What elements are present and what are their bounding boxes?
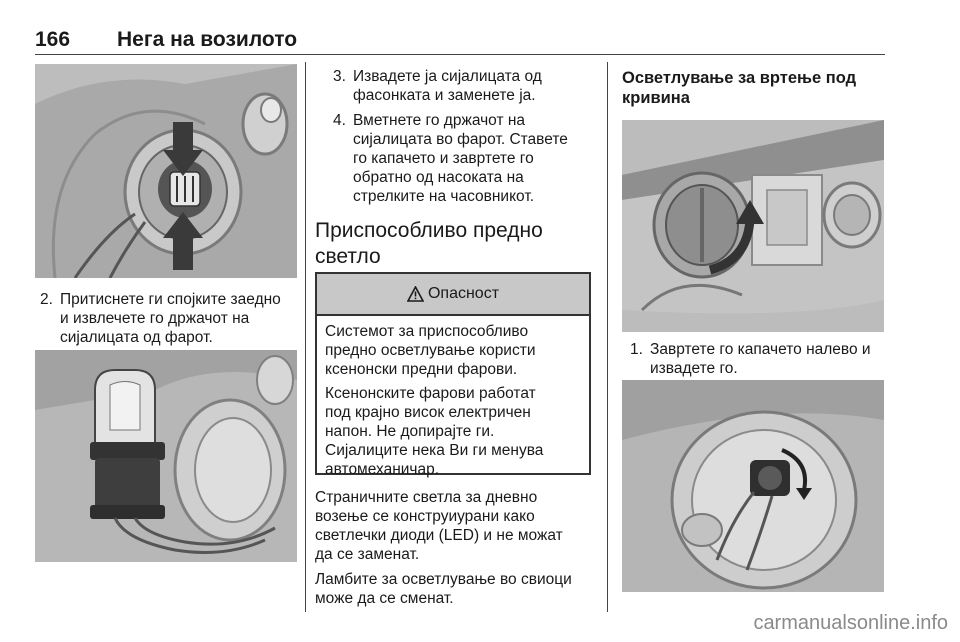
- paragraph-line: Страничните светла за дневно: [315, 489, 538, 506]
- warning-line: под крајно висок електричен: [325, 404, 531, 421]
- step-2-line: сијалицата од фарот.: [60, 329, 213, 346]
- paragraph-line: може да се сменат.: [315, 590, 454, 607]
- warning-box: [315, 272, 591, 478]
- paragraph-line: Ламбите за осветлување во свиоци: [315, 571, 572, 588]
- page-header: [35, 28, 885, 54]
- section-title-line: Приспособливо предно: [315, 219, 543, 242]
- paragraph-drl: [315, 488, 605, 564]
- step-4-number: 4.: [333, 112, 346, 129]
- subsection-title-line: кривина: [622, 89, 690, 107]
- column-divider-2: [607, 62, 608, 612]
- step-1-number: 1.: [630, 341, 643, 358]
- warning-line: Ксенонските фарови работат: [325, 385, 536, 402]
- step-4-line: Вметнете го држачот на: [353, 112, 526, 129]
- warning-paragraph-1: [325, 322, 581, 379]
- step-1-line: извадете го.: [650, 360, 738, 377]
- paragraph-line: да се заменат.: [315, 546, 420, 563]
- step-4-line: сијалицата во фарот. Ставете: [353, 131, 568, 148]
- figure-cornering-bulb: [622, 380, 884, 592]
- warning-body: [317, 316, 589, 490]
- warning-header: [317, 274, 589, 316]
- warning-line: Системот за приспособливо: [325, 323, 529, 340]
- header-rule: [35, 54, 885, 55]
- chapter-title: Нега на возилото: [117, 28, 298, 51]
- figure-bulb-holder-removed: [35, 350, 297, 562]
- figure-bulb-holder-connectors: [35, 64, 297, 278]
- step-4-line: стрелките на часовникот.: [353, 188, 535, 205]
- paragraph-line: светлечки диоди (LED) и не можат: [315, 527, 563, 544]
- paragraph-line: возење се конструиурани како: [315, 508, 535, 525]
- warning-line: Сијалиците нека Ви ги менува: [325, 442, 544, 459]
- step-1-line: Завртете го капачето налево и: [650, 341, 871, 358]
- paragraph-curve-lamps: [315, 570, 605, 608]
- step-4-line: обратно од насоката на: [353, 169, 524, 186]
- warning-title: Опасност: [427, 285, 500, 302]
- warning-triangle-icon: [407, 286, 424, 302]
- step-3-line: фасонката и заменете ја.: [353, 87, 536, 104]
- watermark: carmanualsonline.info: [753, 612, 948, 634]
- step-3-line: Извадете ја сијалицата од: [353, 68, 542, 85]
- step-2-line: и извлечете го држачот на: [60, 310, 250, 327]
- warning-paragraph-2: [325, 384, 581, 479]
- step-2-line: Притиснете ги спојките заедно: [60, 291, 281, 308]
- step-2-number: 2.: [40, 291, 53, 308]
- subsection-title: [622, 68, 892, 108]
- warning-line: ксенонски предни фарови.: [325, 361, 518, 378]
- step-4-line: го капачето и завртете го: [353, 150, 534, 167]
- warning-line: автомеханичар.: [325, 461, 440, 478]
- section-title-line: светло: [315, 245, 381, 268]
- page-number: 166: [35, 28, 71, 51]
- warning-line: напон. Не допирајте ги.: [325, 423, 495, 440]
- figure-cornering-light-cap: [622, 120, 884, 332]
- section-title: [315, 218, 600, 270]
- subsection-title-line: Осветлување за вртење под: [622, 69, 857, 87]
- column-divider-1: [305, 62, 306, 612]
- step-3-number: 3.: [333, 68, 346, 85]
- warning-line: предно осветлување користи: [325, 342, 536, 359]
